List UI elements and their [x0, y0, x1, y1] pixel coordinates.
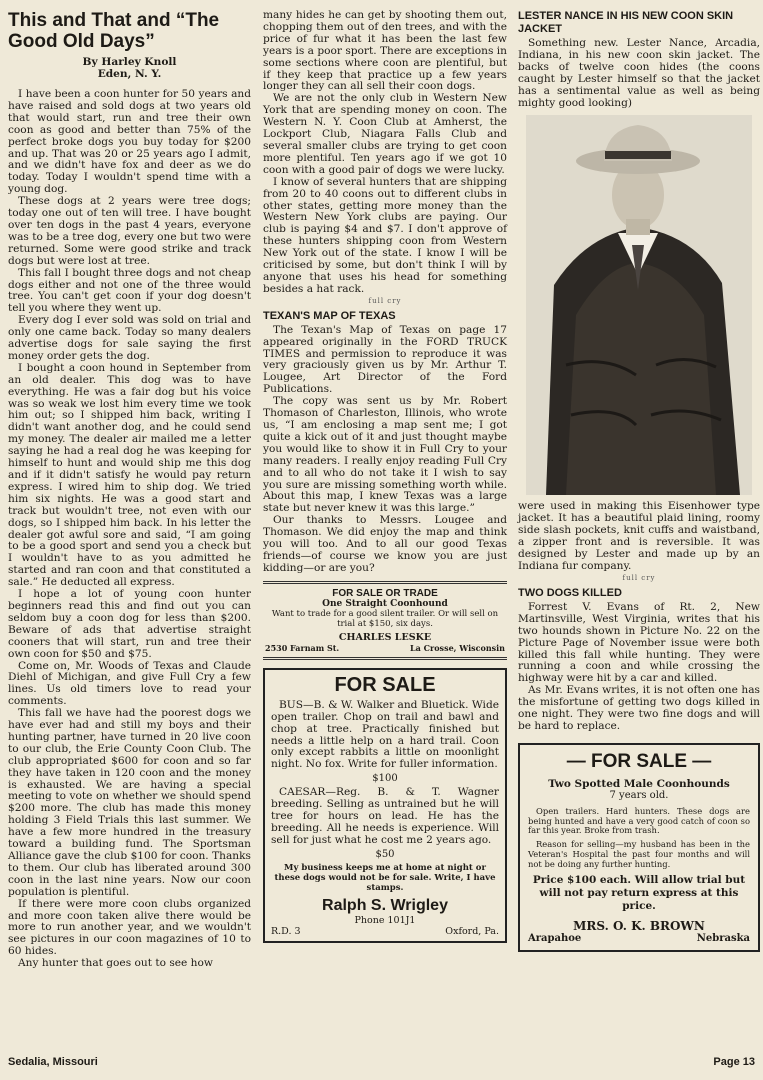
column-left — [8, 10, 251, 970]
column-right — [518, 10, 760, 952]
article-title: This and That and “The Good Old Days” — [8, 10, 220, 52]
ad-address — [528, 933, 750, 944]
ad-text-1: Open trailers. Hard hunters. These dogs are being hunted and have a very good catch of coon so far this year. Broke from trash. — [528, 805, 750, 836]
ad-price: Price $100 each. Will allow trial but will not pay return express at this price. — [532, 873, 746, 912]
section-heading-lester: LESTER NANCE IN HIS NEW COON SKIN JACKET — [518, 10, 734, 35]
photo-lester-nance — [526, 115, 752, 495]
paragraph: If there were more coon clubs organized and more coon taken alive there would be more to run another year, and we wouldn't see pictures in our coon magazines of 10 to 60 hides. — [8, 897, 251, 958]
for-sale-ad-brown — [518, 743, 760, 952]
magazine-page — [8, 10, 758, 1072]
ad-town: Oxford, Pa. — [445, 925, 499, 937]
ad-age: 7 years old. — [609, 789, 669, 801]
photo-image — [526, 115, 752, 495]
trade-ad-address — [265, 643, 505, 653]
paragraph: These dogs at 2 years were tree dogs; today one out of ten will tree. I have bought over ten dogs in the past 4 years, everyone was to be a tree dog, every one but two were returned. Some were good strike and track dogs but were lost at tree. — [8, 195, 251, 267]
byline-author: By Harley Knoll — [82, 56, 177, 68]
ad-bus-text: BUS—B. & W. Walker and Bluetick. Wide open trailer. Chop on trail and bawl and chop at tree. Practically finished but needs a little help on a hard trail. Coon only except rabbits a little on moonlight night. No fox. Write for fuller information. — [271, 698, 499, 771]
trade-ad-subheading: One Straight Coonhound — [322, 598, 448, 609]
trade-ad-name: CHARLES LESKE — [338, 631, 432, 643]
paragraph: I hope a lot of young coon hunter beginners read this and find out you can seldom buy a coon dog for less than $200. Beware of ads that advertise straight cooners that will start, run and tree their own coon for $50 and $75. — [8, 588, 251, 660]
byline-location: Eden, N. Y. — [97, 68, 162, 80]
paragraph: This fall I bought three dogs and not cheap dogs either and not one of the three would tree. You can't get coon if your dog doesn't tell you where they went up. — [8, 266, 251, 315]
ad-phone: Phone 101J1 — [354, 914, 416, 926]
ad-heading: — FOR SALE — — [566, 750, 712, 772]
ad-caesar-price: $50 — [375, 848, 395, 860]
ad-note: My business keeps me at home at night or these dogs would not be for sale. Write, I have stamps. — [274, 862, 496, 893]
trade-ad-text: Want to trade for a good silent trailer. Or will sell on trial at $150, six days. — [271, 608, 499, 629]
ad-bus-price: $100 — [372, 773, 398, 785]
ad-seller-name: Ralph S. Wrigley — [322, 896, 448, 914]
ad-text-2: Reason for selling—my husband has been in the Veteran's Hospital the past four months and will not be doing any further hunting. — [528, 839, 750, 869]
section-separator: full cry — [622, 573, 656, 582]
trade-ad-heading: FOR SALE OR TRADE — [332, 587, 438, 599]
section-heading-texas: TEXAN'S MAP OF TEXAS — [263, 309, 396, 322]
section-separator: full cry — [368, 296, 402, 305]
trade-ad-city: La Crosse, Wisconsin — [410, 642, 505, 653]
paragraph: Forrest V. Evans of Rt. 2, New Martinsville, West Virginia, writes that his two hounds shown in Picture No. 22 on the Picture Page of November issue were both killed this fall while hunting. They were running a coon and while crossing the highway were hit by a car and killed. — [518, 600, 760, 685]
paragraph: As Mr. Evans writes, it is not often one has the misfortune of getting two dogs killed in one night. They were two fine dogs and will be hard to replace. — [518, 684, 760, 732]
ad-rd: R.D. 3 — [271, 925, 301, 937]
paragraph: I have been a coon hunter for 50 years and have raised and sold dogs at two years old that would start, run and tree their own coon as good and better than 75% of the perfect broke dogs you buy today for $200 and up. That was 20 or 25 years ago I admit, and we didn't have fox and deer as we do today. Today I wouldn't spend time with a young dog. — [8, 88, 251, 196]
paragraph: many hides he can get by shooting them out, chopping them out of den trees, and with the price of fur what it has been the last few years is a poor sport. There are exceptions in some sections where coon are plentiful, but if they keep that practice up a few years longer they can all sell their coon dogs. — [263, 9, 507, 93]
paragraph: Come on, Mr. Woods of Texas and Claude Diehl of Michigan, and give Full Cry a few lines. Us old timers love to read your comments. — [8, 659, 251, 708]
ad-subheading: Two Spotted Male Coonhounds — [548, 777, 730, 790]
column-middle — [263, 10, 507, 943]
page-number: Page 13 — [713, 1056, 755, 1068]
paragraph: The copy was sent us by Mr. Robert Thomason of Charleston, Illinois, who wrote us, “I am enclosing a map sent me; I got quite a kick out of it and just thought maybe you would like to show it in Full Cry to your many readers. I really enjoy reading Full Cry and to all who do not take it I wish to say you sure are missing something worth while. About this map, I knew Texas was a large state but never knew it was this large.” — [263, 395, 507, 515]
ad-seller-name: MRS. O. K. BROWN — [573, 918, 705, 933]
section-heading-killed: TWO DOGS KILLED — [518, 586, 622, 599]
ad-caesar-text: CAESAR—Reg. B. & T. Wagner breeding. Selling as untrained but he will tree for hours on lead. He has the breeding. All he needs is experience. Will sell for just what he cost me 2 years ago. — [271, 786, 499, 846]
paragraph: Every dog I ever sold was sold on trial and only one came back. Today so many dealers advertise dogs for sale saying the first money order gets the dog. — [8, 314, 251, 362]
trade-ad-street: 2530 Farnam St. — [265, 642, 340, 653]
ad-address — [271, 926, 499, 937]
paragraph: This fall we have had the poorest dogs we have ever had and still my boys and their hunting partner, have turned in 20 live coon to our club, the Erie County Coon Club. The club appropriated $600 for coon and so far they have taken in 120 coon and the money is exhausted. We are having a special meeting to vote on whether we should spend $200 more. The club has made this money holding 3 Field Trials this last summer. We have a few more hundred in the treasury toward a building fund. The Sportsman Alliance gave the club $100 for coon. Thanks to them. Our club has liberated around 300 coon in the last nine years. Now our coon population is plentiful. — [8, 707, 251, 898]
for-sale-heading: FOR SALE — [334, 673, 436, 696]
for-sale-ad-wrigley — [263, 668, 507, 943]
paragraph: Our thanks to Messrs. Lougee and Thomason. We did enjoy the map and think you will too. And to all our good Texas friends—of course we know you are just kidding—or are you? — [263, 514, 507, 574]
paragraph: We are not the only club in Western New York that are spending money on coon. The Western N. Y. Coon Club at Amherst, the Lockport Club, Niagara Falls Club and several smaller clubs are trying to get coon more plentiful. Ten years ago if we got 10 coon with a good pair of dogs we were lucky. — [263, 92, 507, 176]
footer-location: Sedalia, Missouri — [8, 1056, 98, 1068]
ad-state: Nebraska — [696, 932, 750, 944]
paragraph: Something new. Lester Nance, Arcadia, Indiana, in his new coon skin jacket. The backs of twelve coon hides (the coons caught by Lester himself so that the jacket has a sentimental value as well as being mighty good looking) — [518, 37, 760, 109]
paragraph: The Texan's Map of Texas on page 17 appeared originally in the FORD TRUCK TIMES and permission to reproduce it was very graciously given us by Mr. Arthur T. Lougee, Art Director of the Ford Publications. — [263, 323, 507, 396]
paragraph: I know of several hunters that are shipping from 20 to 40 coons out to different clubs in other states, getting more money than the Western New York clubs are paying. Our club is paying $4 and $7. I don't approve of these hunters shipping coon from Western New York out of the state. I know I will be criticised by some, but don't think I will by anyone that uses his head for something besides a hat rack. — [263, 175, 507, 295]
trade-ad — [263, 581, 507, 660]
paragraph: Any hunter that goes out to see how — [18, 957, 213, 970]
paragraph: were used in making this Eisenhower type jacket. It has a beautiful plaid lining, roomy side slash pockets, knit cuffs and waistband, a zipper front and is reversible. It was designed by Lester and made up by an Indiana fur company. — [518, 500, 760, 572]
paragraph: I bought a coon hound in September from an old dealer. This dog was to have everything. He was a fair dog but his voice was so weak we lost him every time we took him out; so I shipped him back, writing I didn't want another dog, and he could send my money. The dealer air mailed me a letter saying he had a real dog he was keeping for himself to hunt and would ship me this dog and if it didn't satisfy he would pay return express. I wired him to ship dog. We tried him six nights. He was a good start and track but wouldn't tree, not even with our dogs, so I shipped him back. In his letter the dealer got awful sore and said, “I am going to be a good sport and send you a check but I wouldn't have to as you admitted he started and ran coon and that constituted a sale.” He deducted all express. — [8, 361, 251, 589]
ad-town: Arapahoe — [528, 932, 582, 944]
